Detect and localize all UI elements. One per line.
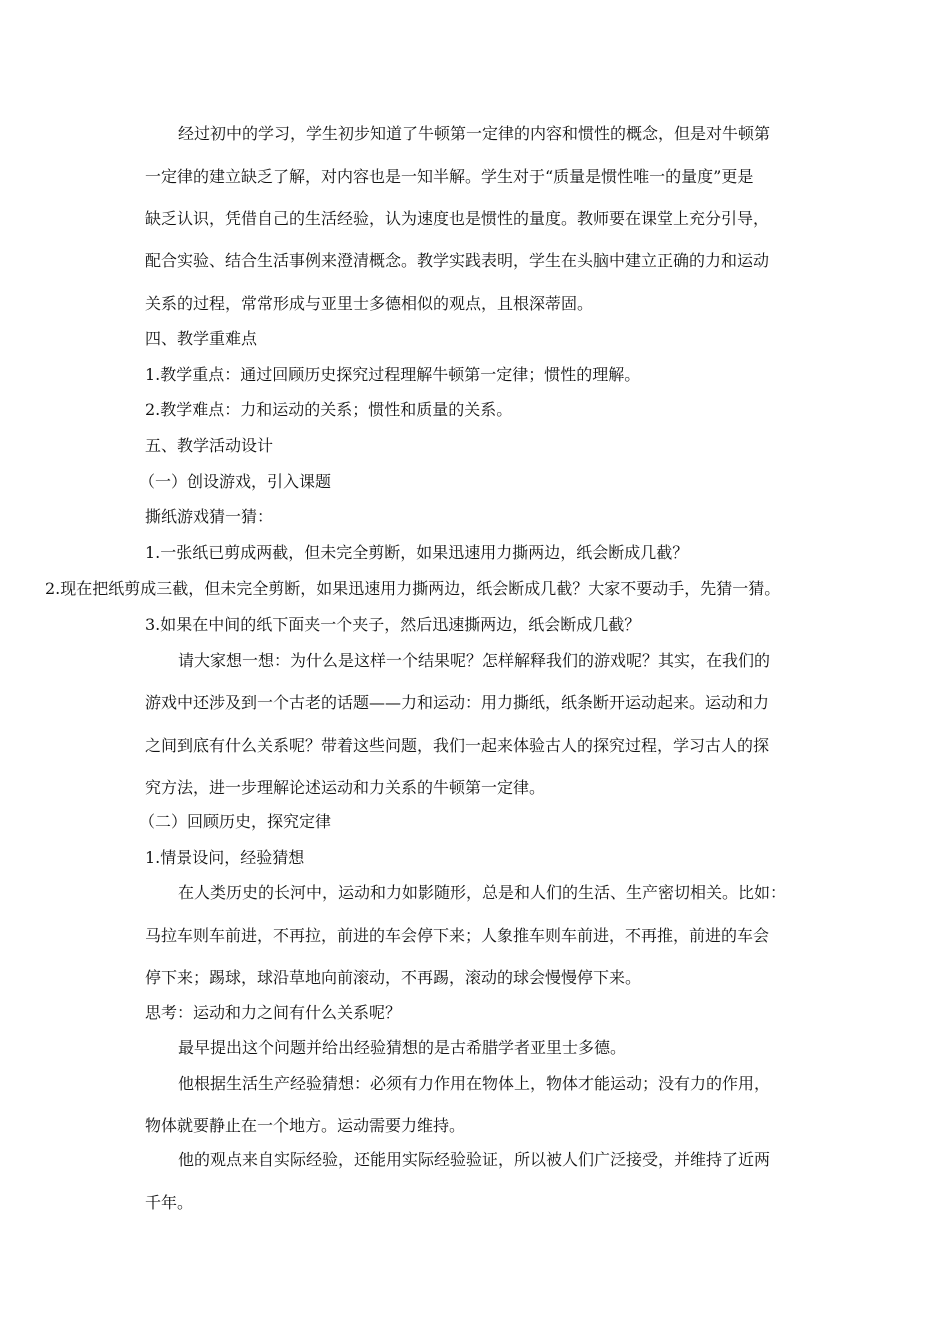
list-item: 1.情景设问，经验猜想 — [145, 848, 305, 867]
subsection-heading: （一）创设游戏，引入课题 — [139, 472, 332, 491]
text-line: 在人类历史的长河中，运动和力如影随形，总是和人们的生活、生产密切相关。比如： — [178, 883, 787, 902]
section-heading: 四、教学重难点 — [145, 329, 258, 348]
text-line: 停下来；踢球，球沿草地向前滚动，不再踢，滚动的球会慢慢停下来。 — [145, 968, 642, 987]
text-line: 关系的过程，常常形成与亚里士多德相似的观点，且根深蒂固。 — [145, 294, 594, 313]
text-line: 千年。 — [145, 1193, 194, 1212]
subsection-heading: （二）回顾历史，探究定律 — [139, 812, 332, 831]
text-line: 请大家想一想：为什么是这样一个结果呢？怎样解释我们的游戏呢？其实，在我们的 — [178, 651, 771, 670]
paragraph: 思考：运动和力之间有什么关系呢？ — [145, 1003, 402, 1022]
text-line: 一定律的建立缺乏了解，对内容也是一知半解。学生对于“质量是惯性唯一的量度”更是 — [145, 167, 754, 186]
list-item: 1.一张纸已剪成两截，但未完全剪断，如果迅速用力撕两边，纸会断成几截？ — [145, 543, 689, 562]
paragraph: 最早提出这个问题并给出经验猜想的是古希腊学者亚里士多德。 — [178, 1038, 627, 1057]
text-line: 配合实验、结合生活事例来澄清概念。教学实践表明，学生在头脑中建立正确的力和运动 — [145, 251, 770, 270]
list-item: 1.教学重点：通过回顾历史探究过程理解牛顿第一定律；惯性的理解。 — [145, 365, 641, 384]
text-line: 经过初中的学习，学生初步知道了牛顿第一定律的内容和惯性的概念，但是对牛顿第 — [178, 124, 771, 143]
list-item: 2.教学难点：力和运动的关系；惯性和质量的关系。 — [145, 400, 513, 419]
list-item: 2.现在把纸剪成三截，但未完全剪断，如果迅速用力撕两边，纸会断成几截？大家不要动手，先猜一猜。 — [45, 579, 781, 598]
text-line: 他根据生活生产经验猜想：必须有力作用在物体上，物体才能运动；没有力的作用， — [178, 1074, 771, 1093]
text-line: 游戏中还涉及到一个古老的话题——力和运动：用力撕纸，纸条断开运动起来。运动和力 — [145, 693, 770, 712]
text-line: 究方法，进一步理解论述运动和力关系的牛顿第一定律。 — [145, 778, 546, 797]
text-line: 缺乏认识，凭借自己的生活经验，认为速度也是惯性的量度。教师要在课堂上充分引导， — [145, 209, 770, 228]
paragraph: 撕纸游戏猜一猜： — [145, 507, 274, 526]
text-line: 之间到底有什么关系呢？带着这些问题，我们一起来体验古人的探究过程，学习古人的探 — [145, 736, 770, 755]
text-line: 他的观点来自实际经验，还能用实际经验验证，所以被人们广泛接受，并维持了近两 — [178, 1150, 771, 1169]
section-heading: 五、教学活动设计 — [145, 436, 274, 455]
text-line: 马拉车则车前进，不再拉，前进的车会停下来；人象推车则车前进，不再推，前进的车会 — [145, 926, 770, 945]
list-item: 3.如果在中间的纸下面夹一个夹子，然后迅速撕两边，纸会断成几截？ — [145, 615, 641, 634]
text-line: 物体就要静止在一个地方。运动需要力维持。 — [145, 1116, 466, 1135]
